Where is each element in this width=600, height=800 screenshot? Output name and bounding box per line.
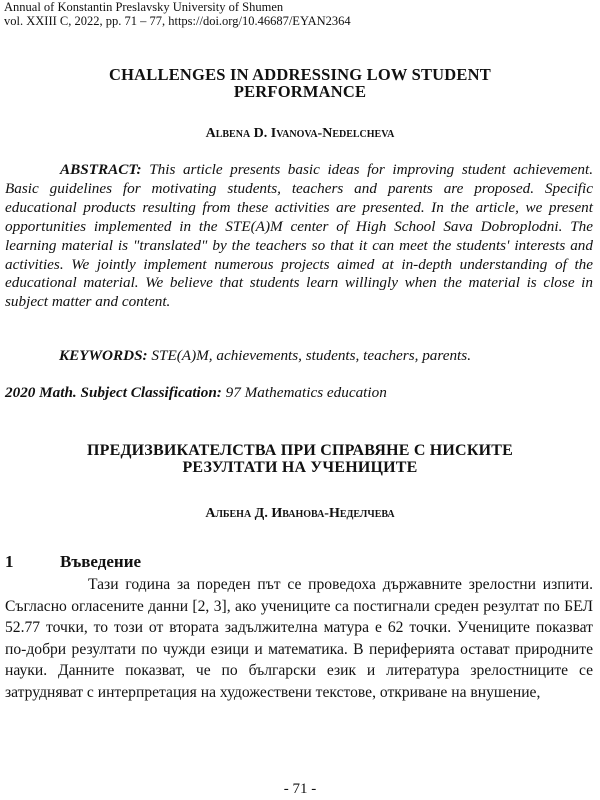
journal-name: Annual of Konstantin Preslavsky University of Shumen bbox=[4, 0, 284, 14]
page-number: - 71 - bbox=[283, 781, 317, 797]
author-bulgarian: Албена Д. Иванова-Неделчева bbox=[205, 506, 395, 521]
section-number: 1 bbox=[5, 552, 14, 571]
journal-volume-doi: vol. XXIII C, 2022, pp. 71 – 77, https://doi.org/10.46687/EYAN2364 bbox=[4, 14, 351, 28]
section-title: Въведение bbox=[60, 552, 142, 571]
subject-classification-text: 97 Mathematics education bbox=[225, 384, 387, 401]
abstract bbox=[5, 161, 593, 312]
title-english-line-2: PERFORMANCE bbox=[233, 82, 367, 101]
section-heading bbox=[5, 552, 141, 572]
journal-header bbox=[4, 0, 351, 28]
author-english: Albena D. Ivanova-Nedelcheva bbox=[205, 126, 395, 141]
title-english-line-1: CHALLENGES IN ADDRESSING LOW STUDENT bbox=[109, 65, 491, 84]
keywords-text: STE(A)M, achievements, students, teachers, parents. bbox=[151, 347, 471, 364]
title-english bbox=[40, 66, 560, 100]
keywords bbox=[59, 347, 471, 365]
title-bulgarian-line-1: ПРЕДИЗВИКАТЕЛСТВА ПРИ СПРАВЯНЕ С НИСКИТЕ bbox=[86, 442, 514, 459]
subject-classification bbox=[5, 384, 387, 402]
abstract-text: This article presents basic ideas for improving student achievement. Basic guidelines for motivating students, teachers and parents are proposed. Specific educational products resulting from these activities are presented. In the article, we present opportunities implemented in the STE(A)M center of High School Sava Dobroplodni. The learning material is "translated" by the teachers so that it can meet the students' interests and activities. We jointly implement numerous projects aimed at in-depth understanding of the educational material. We believe that students learn willingly when the material is close in subject matter and content. bbox=[5, 161, 593, 311]
title-bulgarian bbox=[40, 442, 560, 476]
abstract-label: ABSTRACT: bbox=[60, 161, 142, 178]
body-paragraph: Тази година за пореден път се проведоха държавните зрелостни изпити. Съгласно огласените данни [2, 3], ако учениците са постигнали среден резултат по БЕЛ 52.77 точки, то този от втората задължителна матура е 62 точки. Учениците показват по-добри резултати по чужди езици и математика. В периферията остават природните науки. Данните показват, че по български език и литература зрелостниците се затрудняват с интерпретация на художествени текстове, откриване на внушение, bbox=[5, 576, 593, 701]
keywords-label: KEYWORDS: bbox=[59, 347, 148, 364]
title-bulgarian-line-2: РЕЗУЛТАТИ НА УЧЕНИЦИТЕ bbox=[182, 459, 418, 476]
subject-classification-label: 2020 Math. Subject Classification: bbox=[5, 384, 222, 401]
